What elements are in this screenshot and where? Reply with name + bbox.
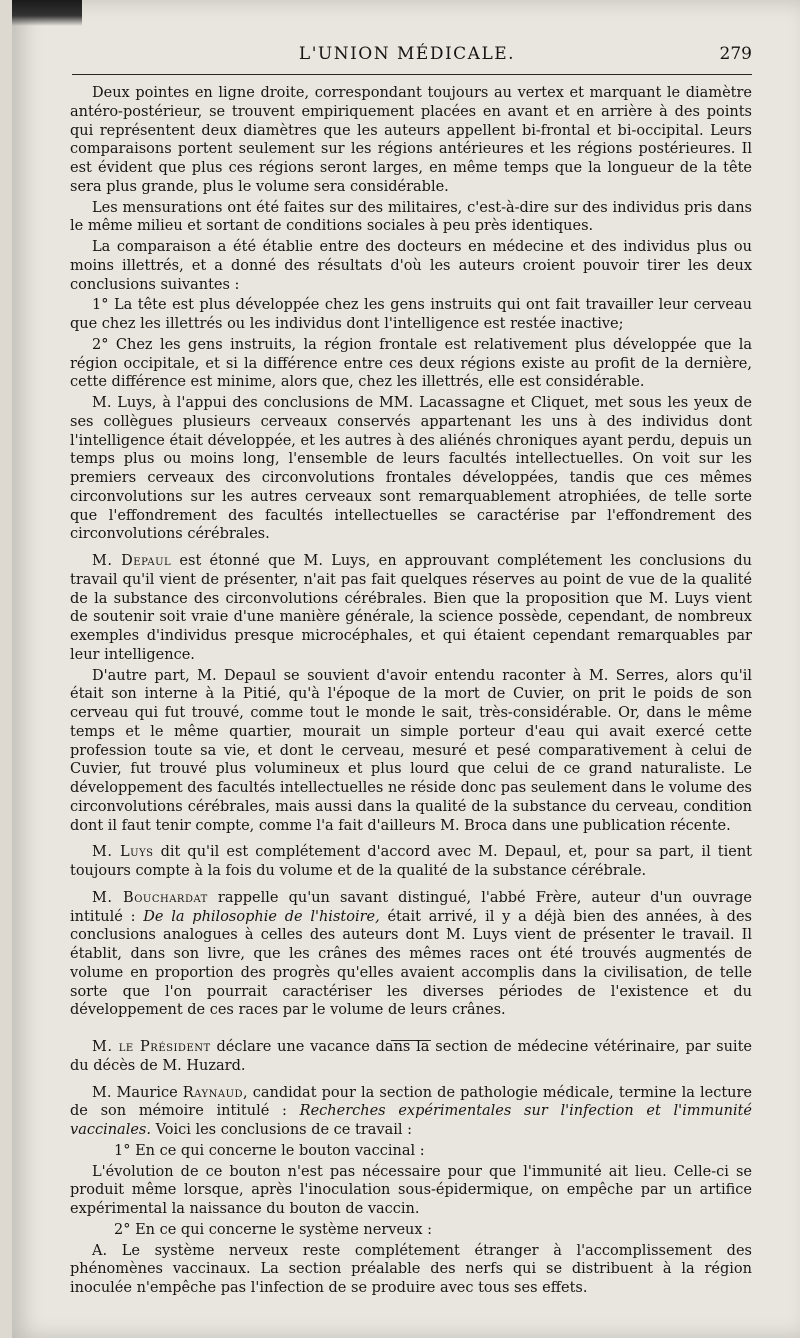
paragraph-text: est étonné que M. Luys, en approuvant complétement les conclusions du travail qu'il vient de présenter, n'ait pas fait quelques réserves au point de vue de la qualité de la substance des circonvolutions cérébrales. Bien que la proposition que M. Luys vient de soutenir soit vraie d'une manière générale, la science possède, cependant, de nombreux exemples d'individus presque microcéphales, et qui étaient cependant remarquables par leur intelligence.: [70, 553, 752, 663]
book-title: De la philosophie de l'histoire,: [143, 908, 380, 925]
paragraph: A. Le système nerveux reste complétement étranger à l'accomplissement des phénomènes vaccinaux. La section préalable des nerfs qui se distribuent à la région inoculée n'empêche pas l'infection de se produire avec tous ses effets.: [70, 1242, 752, 1296]
section-heading: 2° En ce qui concerne le système nerveux :: [114, 1221, 433, 1238]
section-divider: [70, 1028, 752, 1032]
conclusion-item: 1° La tête est plus développée chez les gens instruits qui ont fait travailler leur cerveau que chez les illettrés ou les individus dont l'intelligence est restée inactive;: [70, 297, 752, 332]
paragraph: [70, 889, 752, 1020]
section-heading: 1° En ce qui concerne le bouton vaccinal :: [114, 1142, 425, 1159]
paragraph: L'évolution de ce bouton n'est pas nécessaire pour que l'immunité ait lieu. Celle-ci se produit même lorsque, après l'inoculation sous-épidermique, on empêche par un artifice expérimental la naissance du bouton de vaccin.: [70, 1163, 752, 1217]
paragraph: [70, 843, 752, 881]
memoir-title: Recherches expérimentales sur l'infection et l'immunité vaccinales.: [70, 1103, 753, 1138]
conclusion-item: 2° Chez les gens instruits, la région frontale est relativement plus développée que la région occipitale, et si la différence entre ces deux régions existe au profit de la dernière, cette différence est minime, alors que, chez les illettrés, elle est considérable.: [70, 336, 752, 391]
paragraph-text: M. Maurice: [92, 1084, 183, 1101]
body-text: [70, 84, 752, 1300]
page-number: 279: [719, 44, 752, 64]
header-rule: [72, 74, 752, 75]
speaker-name: M. Luys: [92, 844, 154, 861]
speaker-name: M. Bouchardat: [92, 889, 208, 906]
paragraph-text: Voici les conclusions de ce travail :: [150, 1122, 412, 1138]
speaker-name: M. Depaul: [92, 553, 172, 569]
paragraph-text: , candidat pour la section de pathologie médicale, termine la lecture de son mémoire intitulé :: [70, 1084, 752, 1120]
paragraph: La comparaison a été établie entre des docteurs en médecine et des individus plus ou moins illettrés, et a donné des résultats d'où les auteurs croient pouvoir tirer les deux conclusions suivantes :: [70, 239, 752, 293]
paragraph: M. Luys, à l'appui des conclusions de MM. Lacassagne et Cliquet, met sous les yeux de ses collègues plusieurs cerveaux conservés appartenant les uns à des individus dont l'intelligence était développée, et les autres à des aliénés chroniques ayant perdu, depuis un temps plus ou moins long, l'ensemble de leurs facultés intellectuelles. On voit sur les premiers cerveaux des circonvolutions frontales développées, tandis que ces mêmes circonvolutions sur les autres cerveaux sont remarquablement atrophiées, de telle sorte que l'effondrement des facultés intellectuelles se caractérise par l'effondrement des circonvolutions cérébrales.: [70, 395, 752, 543]
paragraph: [70, 552, 752, 665]
paragraph: [70, 1084, 752, 1140]
page-header: [62, 44, 752, 68]
paragraph-text: rappelle qu'un savant distingué, l'abbé Frère, auteur d'un ouvrage intitulé :: [70, 889, 752, 925]
scan-corner-shadow: [12, 0, 82, 26]
speaker-name: M. le Président: [92, 1039, 211, 1055]
paragraph-text: dit qu'il est complétement d'accord avec M. Depaul, et, pour sa part, il tient toujours compte à la fois du volume et de la qualité de la substance cérébrale.: [70, 844, 752, 879]
page: [12, 0, 800, 1338]
paragraph: Deux pointes en ligne droite, correspondant toujours au vertex et marquant le diamètre antéro-postérieur, se trouvent empiriquement placées en avant et en arrière à des points qui représentent deux diamètres que les auteurs appellent bi-frontal et bi-occipital. Leurs comparaisons portent seulement sur les régions antérieures et les régions postérieures. Il est évident que plus ces régions seront larges, en même temps que la longueur de la tête sera plus grande, plus le volume sera considérable.: [70, 85, 752, 195]
running-head: L'UNION MÉDICALE.: [298, 44, 516, 64]
paragraph: [70, 1038, 752, 1076]
speaker-name: Raynaud: [182, 1084, 244, 1101]
paragraph: Les mensurations ont été faites sur des militaires, c'est-à-dire sur des individus pris dans le même milieu et sortant de conditions sociales à peu près identiques.: [70, 199, 752, 235]
paragraph-text: était arrivé, il y a déjà bien des années, à des conclusions analogues à celles des auteurs dont M. Luys vient de présenter le travail. Il établit, dans son livre, que les crânes des mêmes races ont été trouvés augmentés de volume en proportion des progrès qu'elles avaient accomplis dans la civilisation, de telle sorte que l'on pourrait caractériser les diverses périodes de l'existence et du développement de ces races par le volume de leurs crânes.: [70, 908, 752, 1019]
paragraph-text: déclare une vacance dans la section de médecine vétérinaire, par suite du décès de M. Huzard.: [70, 1039, 752, 1074]
paragraph: D'autre part, M. Depaul se souvient d'avoir entendu raconter à M. Serres, alors qu'il était son interne à la Pitié, qu'à l'époque de la mort de Cuvier, on prit le poids de son cerveau qui fut trouvé, comme tout le monde le sait, très-considérable. Or, dans le même temps et le même quartier, mourait un simple porteur d'eau qui avait exercé cette profession toute sa vie, et dont le cerveau, mesuré et pesé comparativement à celui de Cuvier, fut trouvé plus volumineux et plus lourd que celui de ce grand naturaliste. Le développement des facultés intellectuelles ne réside donc pas seulement dans le volume des circonvolutions cérébrales, mais aussi dans la qualité de la substance du cerveau, condition dont il faut tenir compte, comme l'a fait d'ailleurs M. Broca dans une publication récente.: [70, 667, 752, 834]
